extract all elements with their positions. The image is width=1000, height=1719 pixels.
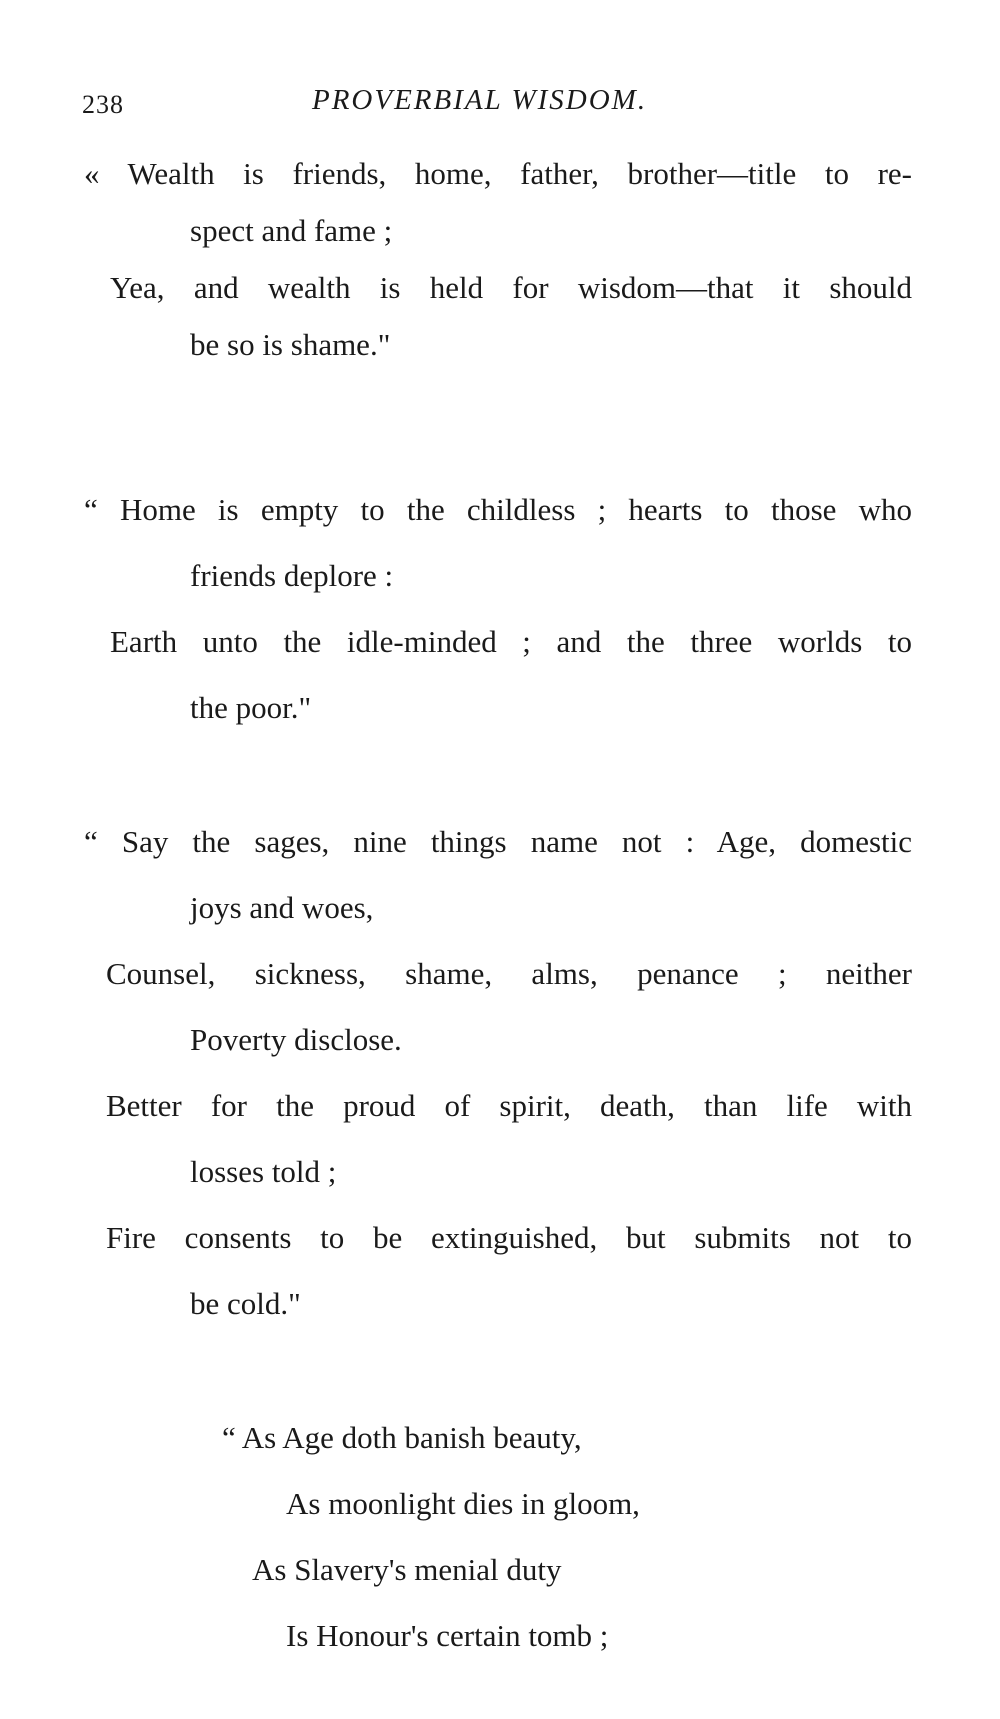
verse-line: Better for the proud of spirit, death, than life with [106, 1088, 912, 1123]
verse-line: Yea, and wealth is held for wisdom—that it should [110, 270, 912, 305]
page-number: 238 [82, 90, 124, 119]
verse-line: Fire consents to be extinguished, but submits not to [106, 1220, 912, 1255]
verse-line: joys and woes, [190, 890, 374, 925]
verse-line: As moonlight dies in gloom, [286, 1486, 640, 1521]
verse-line: be cold." [190, 1286, 301, 1321]
running-title: PROVERBIAL WISDOM. [312, 84, 648, 116]
verse-line: Is Honour's certain tomb ; [286, 1618, 609, 1653]
verse-line: Poverty disclose. [190, 1022, 402, 1057]
verse-line: “ Home is empty to the childless ; hearts to those who [84, 492, 912, 527]
verse-line: « Wealth is friends, home, father, brother—title to re- [84, 156, 912, 191]
verse-line: friends deplore : [190, 558, 394, 593]
verse-line: the poor." [190, 690, 312, 725]
page-header [0, 84, 1000, 124]
verse-line: be so is shame." [190, 327, 391, 362]
verse-line: “ Say the sages, nine things name not : Age, domestic [84, 824, 912, 859]
verse-line: “ As Age doth banish beauty, [222, 1420, 582, 1455]
verse-line: As Slavery's menial duty [252, 1552, 562, 1587]
verse-line: Earth unto the idle-minded ; and the three worlds to [110, 624, 912, 659]
verse-line: losses told ; [190, 1154, 337, 1189]
verse-line: Counsel, sickness, shame, alms, penance ; neither [106, 956, 912, 991]
verse-line: spect and fame ; [190, 213, 393, 248]
